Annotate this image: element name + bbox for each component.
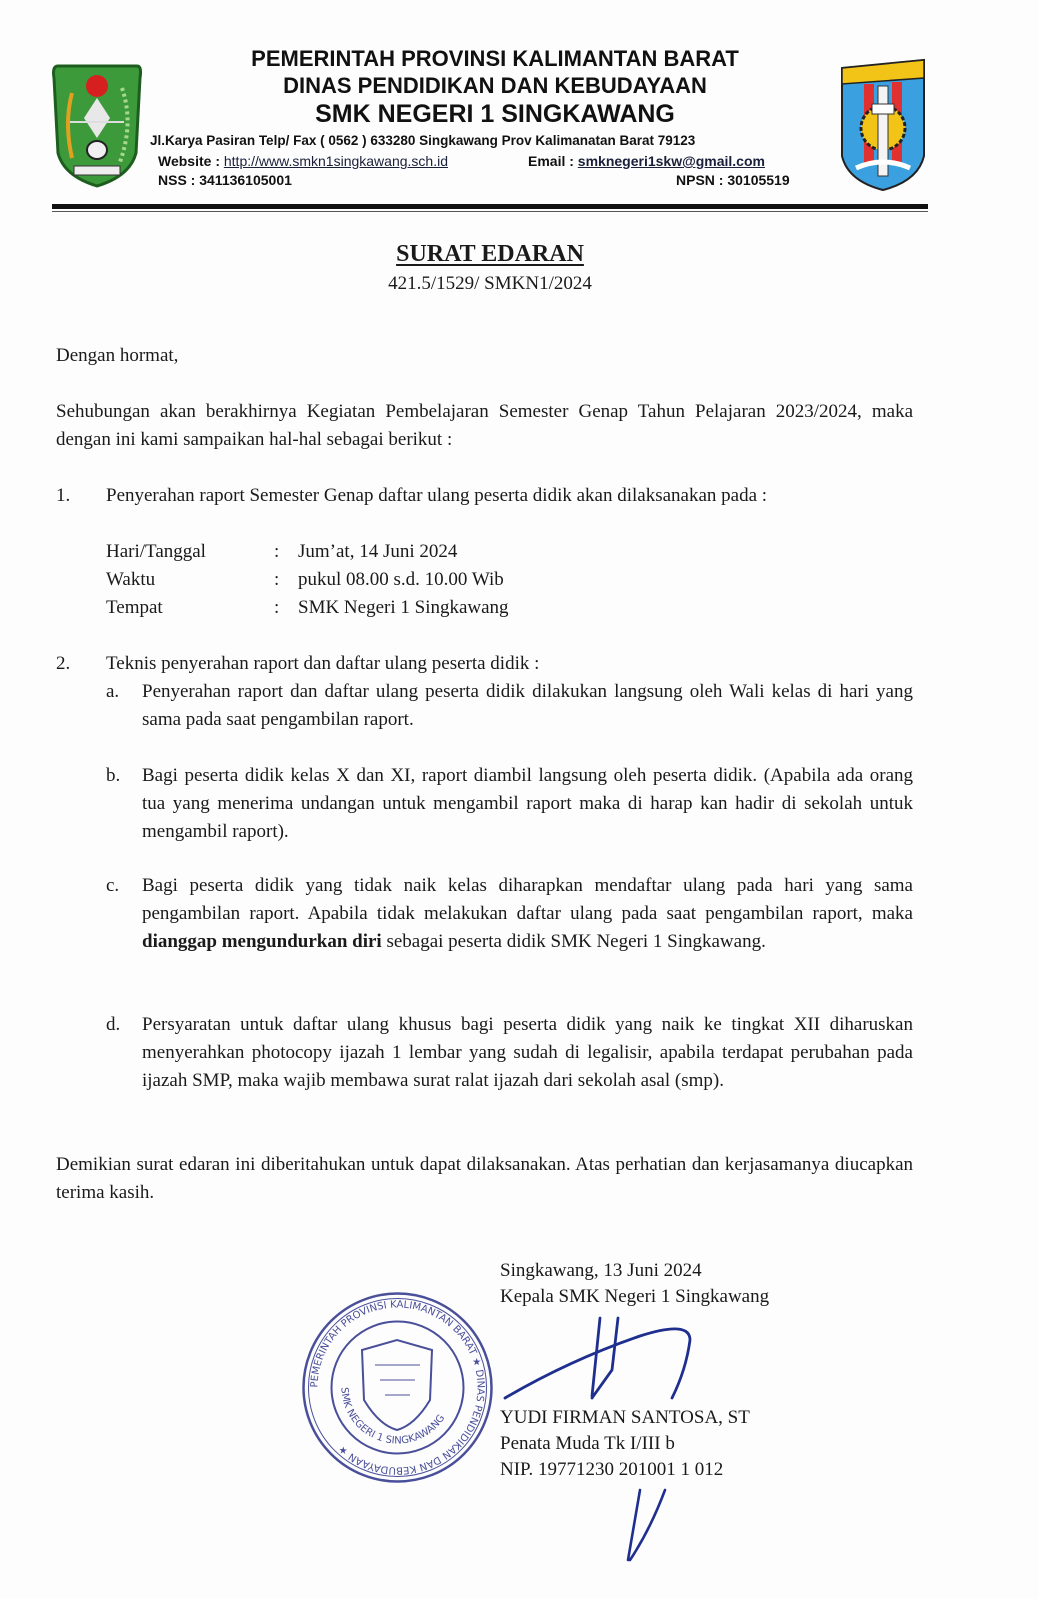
detail-colon: : (274, 541, 280, 562)
detail-label-place: Tempat (106, 597, 163, 618)
detail-label-time: Waktu (106, 569, 156, 590)
subitem-a-text: Penyerahan raport dan daftar ulang peserta didik dilakukan langsung oleh Wali kelas di hari yang sama pada saat pengambilan raport. (142, 681, 913, 730)
letterhead-email-row (528, 153, 765, 169)
letterhead-department: DINAS PENDIDIKAN DAN KEBUDAYAAN (283, 73, 707, 98)
subitem-a-letter: a. (106, 681, 120, 702)
subitem-c-text (142, 872, 913, 956)
item-1-text: Penyerahan raport Semester Genap daftar ulang peserta didik akan dilaksanakan pada : (106, 485, 768, 506)
detail-value-time: pukul 08.00 s.d. 10.00 Wib (298, 569, 504, 590)
website-label: Website : (158, 153, 224, 169)
detail-value-place: SMK Negeri 1 Singkawang (298, 597, 509, 618)
signatory-name: YUDI FIRMAN SANTOSA, ST (500, 1407, 750, 1428)
subitem-d-letter: d. (106, 1014, 121, 1035)
item-1-number: 1. (56, 485, 71, 506)
stamp-inner-text: SMK NEGERI 1 SINGKAWANG (338, 1386, 448, 1447)
letterhead-address: Jl.Karya Pasiran Telp/ Fax ( 0562 ) 633280 Singkawang Prov Kalimanatan Barat 79123 (150, 133, 696, 148)
letterhead-school: SMK NEGERI 1 SINGKAWANG (315, 100, 675, 128)
website-link[interactable]: http://www.smkn1singkawang.sch.id (223, 153, 448, 169)
smk-negeri-1-singkawang-emblem-logo (838, 56, 928, 194)
salutation: Dengan hormat, (56, 345, 179, 366)
svg-text:PEMERINTAH PROVINSI KALIMANTAN (309, 1299, 485, 1475)
letterhead-npsn: NPSN : 30105519 (676, 172, 790, 188)
document-title: SURAT EDARAN (396, 241, 584, 267)
signatory-nip: NIP. 19771230 201001 1 012 (500, 1459, 724, 1480)
official-stamp (300, 1290, 495, 1485)
closing-paragraph: Demikian surat edaran ini diberitahukan untuk dapat dilaksanakan. Atas perhatian dan kerjasamanya diucapkan terima kasih. (56, 1154, 913, 1203)
subitem-b-letter: b. (106, 765, 121, 786)
email-label: Email : (528, 153, 578, 169)
intro-paragraph: Sehubungan akan berakhirnya Kegiatan Pembelajaran Semester Genap Tahun Pelajaran 2023/2024, maka dengan ini kami sampaikan hal-hal sebagai berikut : (56, 401, 913, 450)
subitem-b-text: Bagi peserta didik kelas X dan XI, raport diambil langsung oleh peserta didik. (Apabila ada orang tua yang menerima undangan untuk mengambil raport maka di harap kan hadir di sekolah untuk mengambil raport). (142, 765, 913, 842)
document-number: 421.5/1529/ SMKN1/2024 (388, 273, 592, 294)
letterhead-nss: NSS : 341136105001 (158, 172, 292, 188)
subitem-c-letter: c. (106, 875, 120, 896)
letterhead-divider (52, 204, 928, 209)
subitem-c-text-before: Bagi peserta didik yang tidak naik kelas diharapkan mendaftar ulang pada hari yang sama pengambilan raport. Apabila tidak melakukan daftar ulang pada saat pengambilan raport, maka (142, 875, 913, 924)
subitem-c-text-after: sebagai peserta didik SMK Negeri 1 Singkawang. (381, 931, 766, 952)
stamp-outer-text: PEMERINTAH PROVINSI KALIMANTAN BARAT ★ DINAS PENDIDIKAN DAN KEBUDAYAAN ★ (309, 1299, 486, 1476)
signatory-rank: Penata Muda Tk I/III b (500, 1433, 675, 1454)
detail-label-date: Hari/Tanggal (106, 541, 206, 562)
signature-place-date: Singkawang, 13 Juni 2024 (500, 1260, 702, 1281)
subitem-d-text: Persyaratan untuk daftar ulang khusus bagi peserta didik yang naik ke tingkat XII diharuskan menyerahkan photocopy ijazah 1 lembar yang sudah di legalisir, apabila terdapat perubahan pada ijazah SMP, maka wajib membawa surat ralat ijazah dari sekolah asal (smp). (142, 1014, 913, 1091)
item-2-text: Teknis penyerahan raport dan daftar ulang peserta didik : (106, 653, 540, 674)
kalimantan-barat-emblem-logo (50, 58, 145, 188)
letterhead-government: PEMERINTAH PROVINSI KALIMANTAN BARAT (251, 46, 739, 71)
email-link[interactable]: smknegeri1skw@gmail.com (577, 153, 765, 169)
item-2-number: 2. (56, 653, 71, 674)
subitem-c-emphasis: dianggap mengundurkan diri (142, 931, 382, 952)
detail-colon: : (274, 597, 280, 618)
detail-value-date: Jum’at, 14 Juni 2024 (298, 541, 458, 562)
letterhead-website-row (158, 153, 448, 169)
signature-position: Kepala SMK Negeri 1 Singkawang (500, 1286, 770, 1307)
letterhead-divider-thin (52, 211, 928, 212)
detail-colon: : (274, 569, 280, 590)
